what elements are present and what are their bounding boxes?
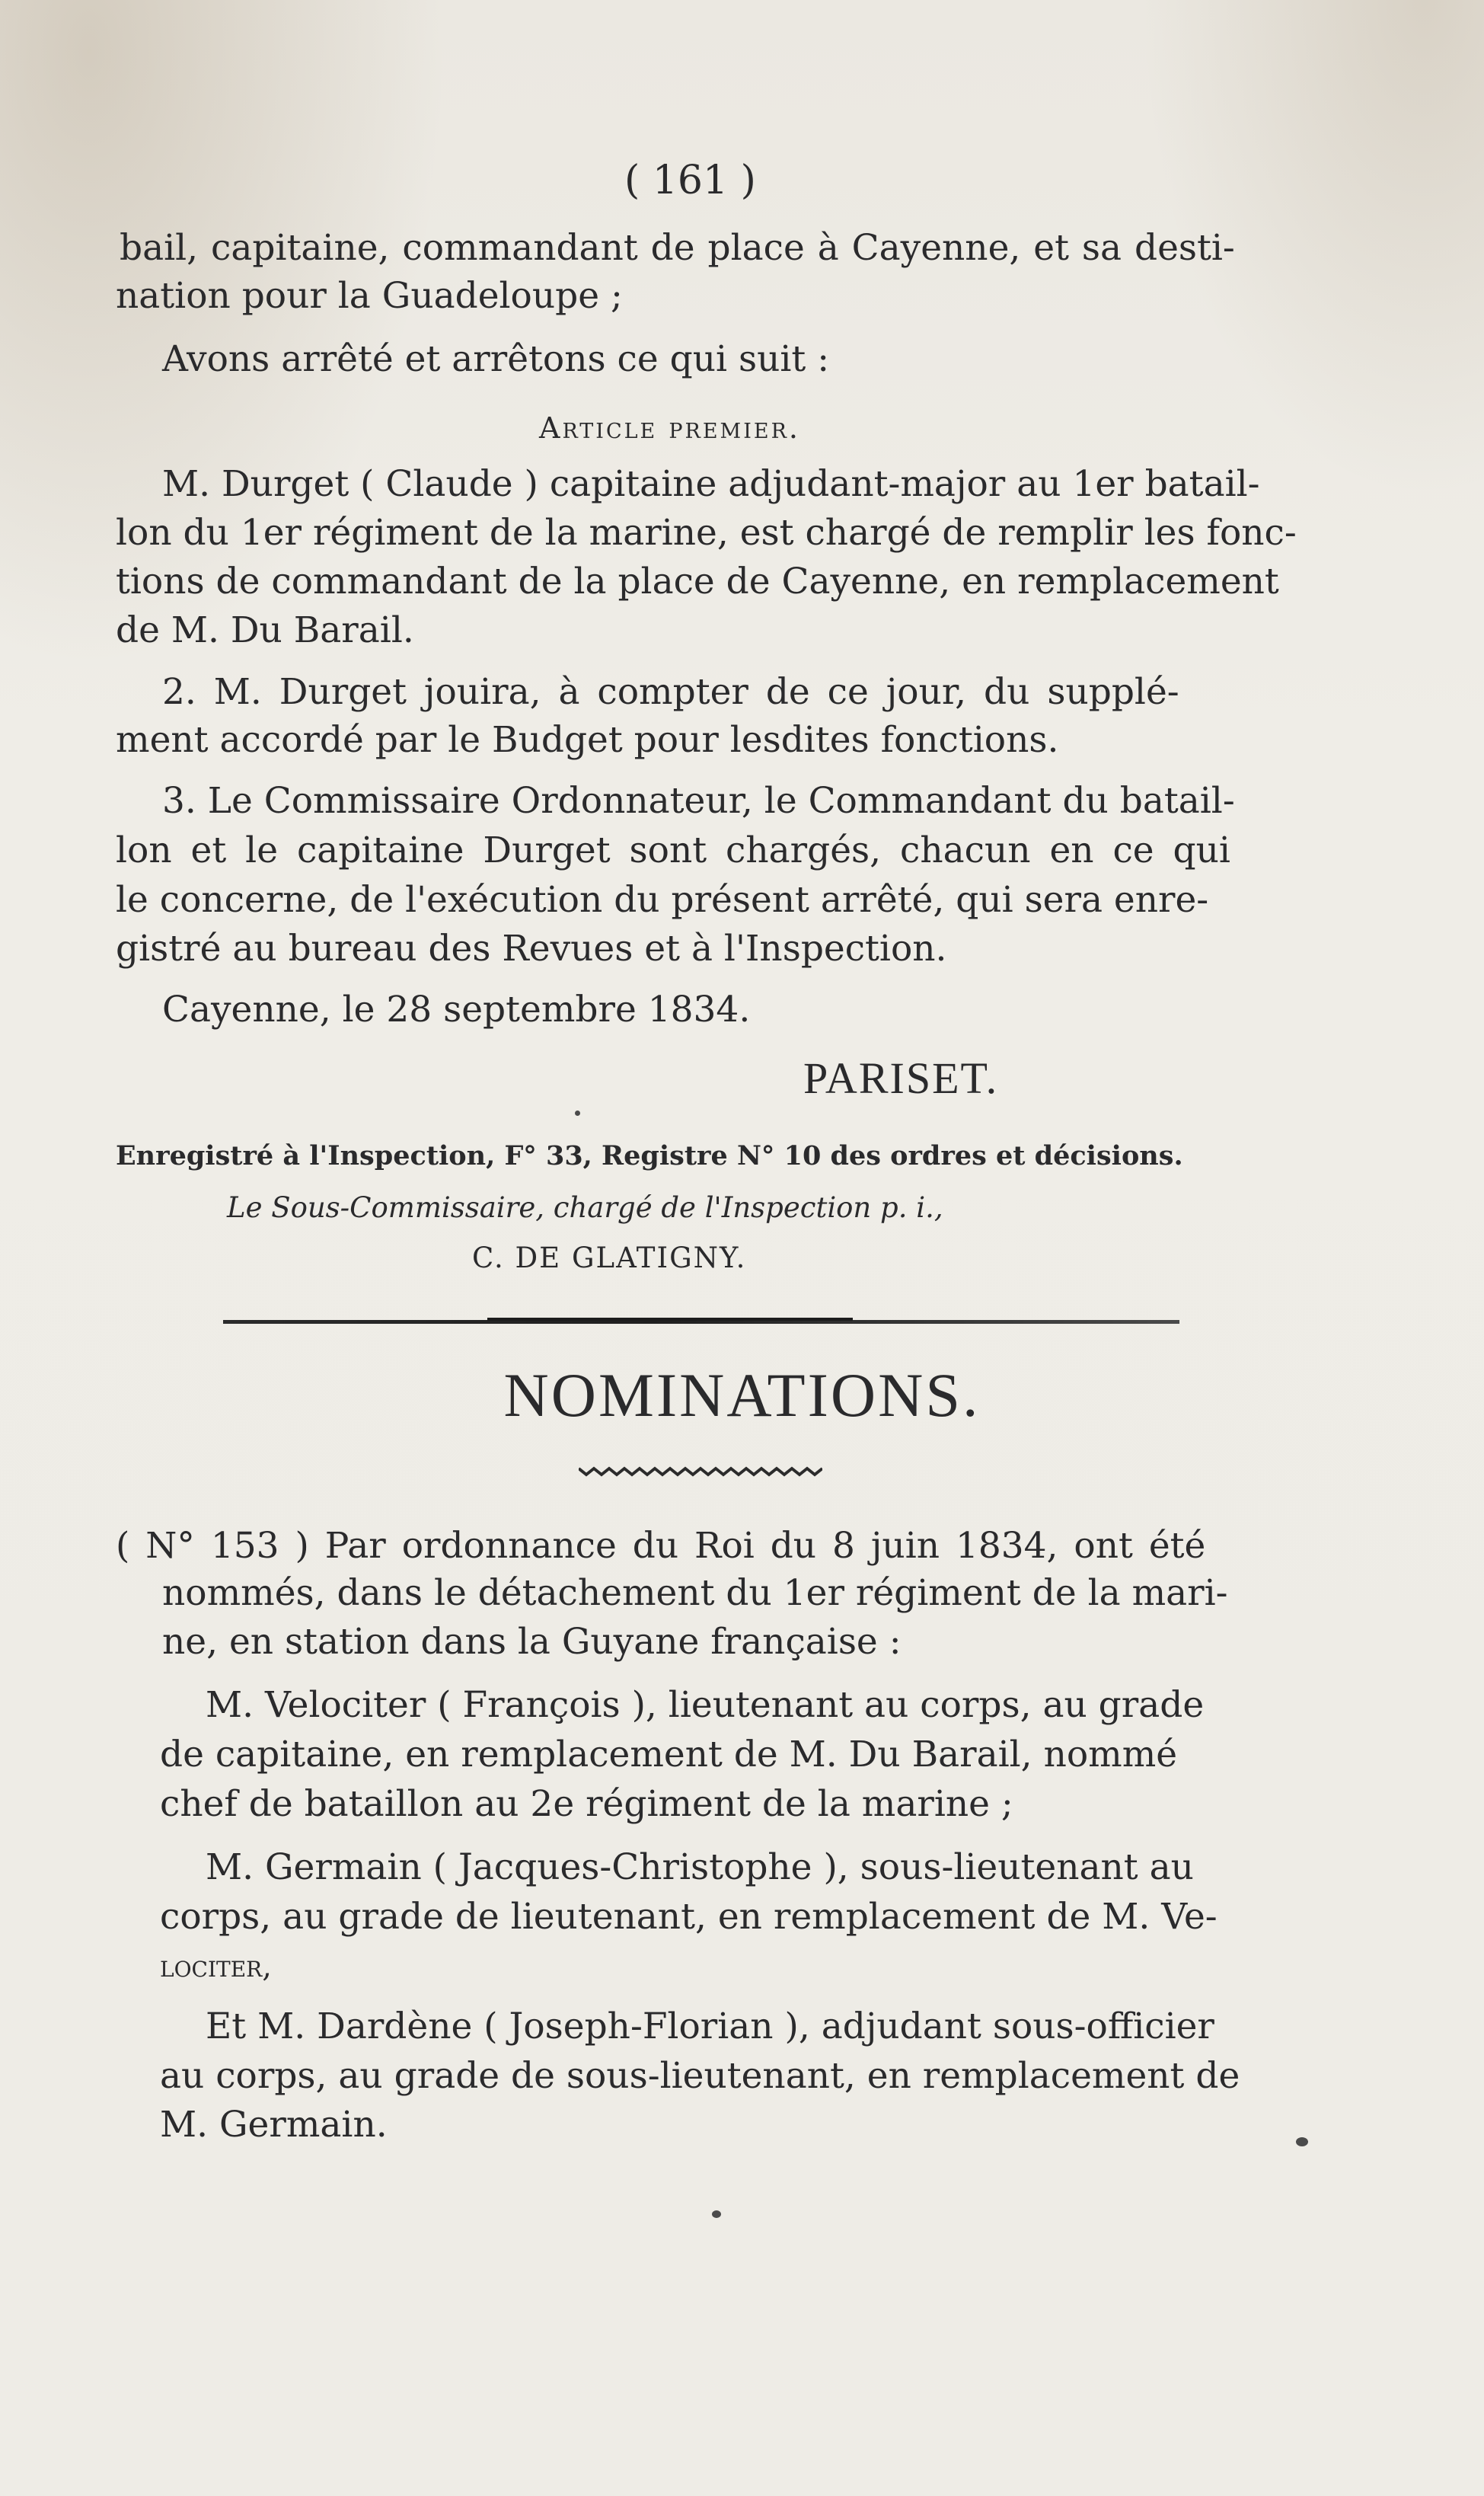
text-line: M. Germain.	[160, 2104, 388, 2146]
ornament-divider	[579, 1465, 822, 1478]
text-line: M. Durget ( Claude ) capitaine adjudant-major au 1er batail-	[162, 463, 1260, 505]
text-line: lon du 1er régiment de la marine, est chargé de remplir les fonc-	[116, 512, 1297, 554]
text-line: bail, capitaine, commandant de place à Cayenne, et sa desti-	[120, 227, 1235, 269]
signature-glatigny: C. DE GLATIGNY.	[472, 1242, 747, 1274]
text-line: nommés, dans le détachement du 1er régiment de la mari-	[162, 1572, 1228, 1614]
signature-pariset: PARISET.	[803, 1053, 999, 1103]
text-line: corps, au grade de lieutenant, en remplacement de M. Ve-	[160, 1896, 1218, 1938]
ink-spot	[712, 2210, 721, 2218]
text-line: Et M. Dardène ( Joseph-Florian ), adjudant sous-officier	[206, 2005, 1214, 2047]
text-line: M. Velociter ( François ), lieutenant au corps, au grade	[206, 1684, 1205, 1726]
text-line: lon et le capitaine Durget sont chargés, chacun en ce qui	[116, 829, 1230, 871]
section-rule-center	[487, 1318, 853, 1321]
text-line: M. Germain ( Jacques-Christophe ), sous-lieutenant au	[206, 1846, 1194, 1888]
article-heading: Article premier.	[539, 411, 800, 445]
date-line: Cayenne, le 28 septembre 1834.	[162, 989, 751, 1031]
text-line: nation pour la Guadeloupe ;	[116, 275, 623, 317]
text-line: tions de commandant de la place de Cayenne, en remplacement	[116, 561, 1279, 602]
text-line: chef de bataillon au 2e régiment de la marine ;	[160, 1783, 1013, 1825]
text-line: gistré au bureau des Revues et à l'Inspection.	[116, 928, 947, 970]
text-line: ne, en station dans la Guyane française :	[162, 1621, 902, 1663]
text-line: 2. M. Durget jouira, à compter de ce jour, du supplé-	[162, 671, 1179, 713]
text-line: lociter,	[160, 1949, 272, 1984]
text-line: ment accordé par le Budget pour lesdites fonctions.	[116, 719, 1059, 761]
ink-spot	[1296, 2137, 1308, 2146]
sub-commissioner-line: Le Sous-Commissaire, chargé de l'Inspection p. i.,	[227, 1191, 943, 1224]
text-line: 3. Le Commissaire Ordonnateur, le Commandant du batail-	[162, 780, 1235, 822]
ink-spot	[575, 1111, 580, 1116]
decree-formula: Avons arrêté et arrêtons ce qui suit :	[162, 338, 830, 380]
text-line: le concerne, de l'exécution du présent arrêté, qui sera enre-	[116, 879, 1209, 921]
registration-note: Enregistré à l'Inspection, F° 33, Registre N° 10 des ordres et décisions.	[116, 1140, 1183, 1171]
text-line: ( N° 153 ) Par ordonnance du Roi du 8 juin 1834, ont été	[116, 1525, 1206, 1567]
text-line: de capitaine, en remplacement de M. Du Barail, nommé	[160, 1734, 1178, 1775]
page-number: ( 161 )	[624, 158, 756, 203]
text-line: de M. Du Barail.	[116, 609, 414, 651]
section-heading: NOMINATIONS.	[503, 1360, 981, 1430]
text-line: au corps, au grade de sous-lieutenant, en remplacement de	[160, 2055, 1240, 2097]
